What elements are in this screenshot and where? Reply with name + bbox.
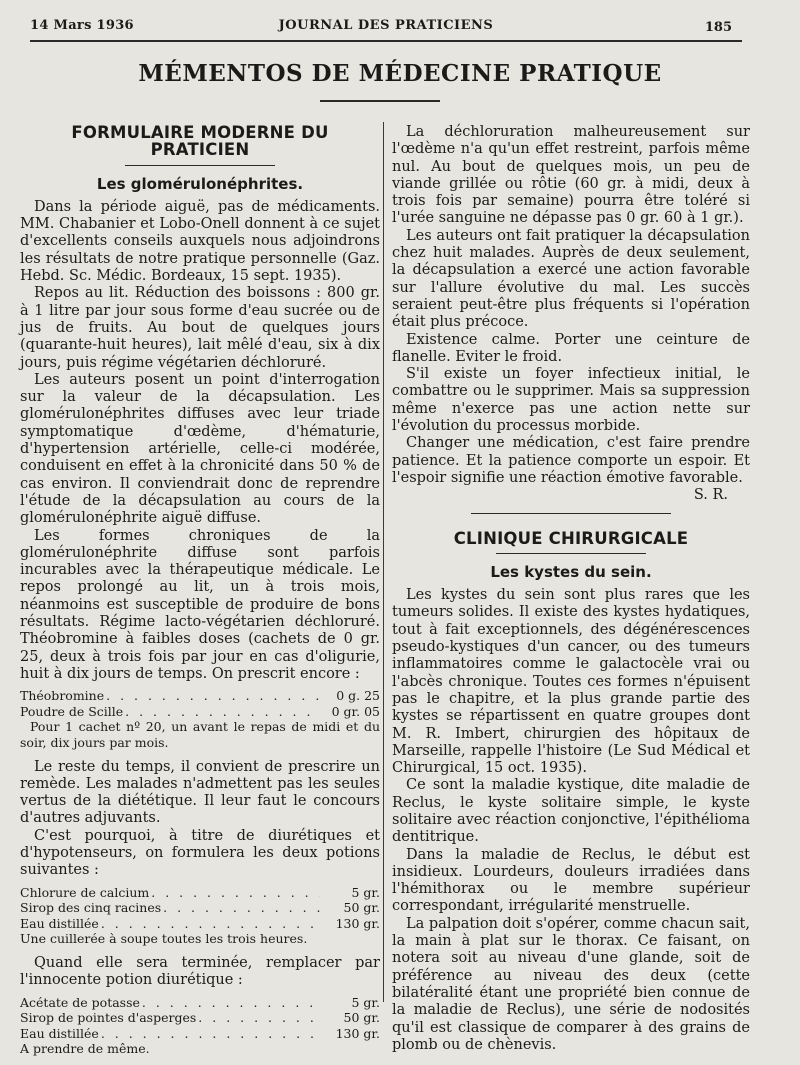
page-title: MÉMENTOS DE MÉDECINE PRATIQUE — [138, 60, 662, 87]
left-column — [20, 122, 380, 1065]
paragraph: C'est pourquoi, à titre de diurétiques et d'hypotenseurs, on formulera les deux potions suivantes : — [20, 827, 380, 879]
leader-dots — [149, 885, 320, 901]
column-divider — [383, 122, 384, 1002]
leader-dots — [161, 900, 320, 916]
right-column — [392, 124, 750, 1054]
paragraph: La palpation doit s'opérer, comme chacun sait, la main à plat sur le thorax. Ce faisant, on notera soit au niveau d'une glande, soit de préférence au niveau des deux (cette bilatéralité étant une propriété bien connue de la maladie de Reclus), une série de nodosités qu'il est classique de comparer à des grains de plomb ou de chènevis. — [392, 915, 750, 1053]
paragraph: Les auteurs posent un point d'interrogation sur la valeur de la décapsulation. Les glomérulonéphrites diffuses avec leur triade symptomatique d'œdème, d'hématurie, d'hypertension artérielle, celle-ci modérée, conduisent en effet à la chronicité dans 50 % de cas environ. Il conviendrait donc de reprendre l'étude de la décapsulation au cours de la glomérulonéphrite aiguë diffuse. — [20, 371, 380, 527]
prescription-line — [20, 1010, 380, 1026]
ingredient-name: Théobromine — [20, 688, 105, 704]
paragraph: Dans la maladie de Reclus, le début est insidieux. Lourdeurs, douleurs irradiées dans l'hémithorax ou le membre supérieur correspondant, irrégularité menstruelle. — [392, 846, 750, 915]
paragraph: Le reste du temps, il convient de prescrire un remède. Les malades n'admettent pas les seules vertus de la diététique. Il leur faut le concours d'autres adjuvants. — [20, 758, 380, 827]
paragraph: Les auteurs ont fait pratiquer la décapsulation chez huit malades. Auprès de deux seulement, la décapsulation a exercé une action favorable sur l'allure évolutive du mal. Les succès seraient peut-être plus fréquents si l'opération était plus précoce. — [392, 227, 750, 331]
paragraph: Les kystes du sein sont plus rares que les tumeurs solides. Il existe des kystes hydatiques, tout à fait exceptionnels, des dégénérescences pseudo-kystiques d'un cancer, ou des tumeurs inflammatoires comme le galactocèle vrai ou l'abcès chronique. Toutes ces formes n'épuisent pas le chapitre, et la plus grande partie des kystes se répartissent en quatre groupes dont M. R. Imbert, chirurgien des hôpitaux de Marseille, rappelle l'histoire (Le Sud Médical et Chirurgical, 15 oct. 1935). — [392, 587, 750, 777]
running-header — [30, 18, 742, 40]
section-rule — [496, 553, 646, 554]
ingredient-name: Sirop des cinq racines — [20, 900, 162, 916]
paragraph: Existence calme. Porter une ceinture de flanelle. Eviter le froid. — [392, 331, 750, 365]
prescription-line — [20, 1026, 380, 1042]
prescription-note: Pour 1 cachet nº 20, un avant le repas de midi et du soir, dix jours par mois. — [20, 719, 380, 750]
ingredient-dose: 50 gr. — [343, 900, 380, 916]
paragraph: Quand elle sera terminée, remplacer par l'innocente potion diurétique : — [20, 955, 380, 989]
ingredient-dose: 0 gr. 05 — [331, 703, 380, 719]
ingredient-name: Eau distillée — [20, 915, 99, 931]
ingredient-dose: 5 gr. — [351, 884, 380, 900]
ingredient-dose: 0 g. 25 — [336, 688, 380, 704]
ingredient-name: Poudre de Scille — [20, 703, 124, 719]
ingredient-name: Eau distillée — [20, 1025, 99, 1041]
prescription-line — [20, 688, 380, 704]
leader-dots — [140, 995, 320, 1011]
leader-dots — [99, 916, 320, 932]
prescription-line — [20, 995, 380, 1011]
paragraph: Changer une médication, c'est faire prendre patience. Et la patience comporte un espoir. Et l'espoir signifie une réaction émotive favorable. — [392, 435, 750, 486]
leader-dots — [99, 1026, 320, 1042]
section-heading-formulaire: FORMULAIRE MODERNE DU PRATICIEN — [71, 123, 329, 160]
ingredient-name: Sirop de pointes d'asperges — [20, 1010, 197, 1026]
paragraph: Repos au lit. Réduction des boissons : 800 gr. à 1 litre par jour sous forme d'eau sucrée ou de jus de fruits. Au bout de quelques jours (quarante-huit heures), lait mêlé d'eau, six à dix jours, puis régime végétarien déchloruré. — [20, 285, 380, 371]
prescription-block — [20, 885, 380, 947]
prescription-note: Une cuillerée à soupe toutes les trois heures. — [20, 931, 308, 947]
prescription-line — [20, 885, 380, 901]
prescription-line — [20, 916, 380, 932]
ingredient-dose: 130 gr. — [335, 1025, 380, 1041]
article-subtitle: Les glomérulonéphrites. — [96, 174, 304, 193]
header-page-number: 185 — [704, 20, 732, 35]
ingredient-name: Chlorure de calcium — [20, 884, 150, 900]
leader-dots — [196, 1010, 320, 1026]
paragraph: Les formes chroniques de la glomérulonéphrite diffuse sont parfois incurables avec la thérapeutique médicale. Le repos prolongé au lit, un à trois mois, néanmoins est susceptible de produire de bons résultats. Régime lacto-végétarien déchloruré. Théobromine à faibles doses (cachets de 0 gr. 25, deux à trois fois par jour en cas d'oligurie, huit à dix jours de temps. On prescrit encore : — [20, 527, 380, 682]
header-rule — [30, 40, 742, 42]
header-date: 14 Mars 1936 — [30, 18, 134, 33]
ingredient-dose: 130 gr. — [335, 915, 380, 931]
leader-dots — [104, 688, 320, 704]
author-signature: S. R. — [693, 487, 728, 504]
article-subtitle: Les kystes du sein. — [490, 562, 652, 581]
header-journal-title: JOURNAL DES PRATICIENS — [278, 18, 494, 33]
leader-dots — [123, 704, 320, 720]
paragraph: Dans la période aiguë, pas de médicaments. MM. Chabanier et Lobo-Onell donnent à ce sujet d'excellents conseils auxquels nous adjoindrons les résultats de notre pratique personnelle (Gaz. Hebd. Sc. Médic. Bordeaux, 15 sept. 1935). — [20, 198, 380, 285]
prescription-line — [20, 704, 380, 720]
paragraph: La déchloruration malheureusement sur l'œdème n'a qu'un effet restreint, parfois même nul. Au bout de quelques mois, un peu de viande grillée ou rôtie (60 gr. à midi, deux à trois fois par semaine) pourra être toléré si l'urée sanguine ne dépasse pas 0 gr. 60 à 1 gr.). — [392, 124, 750, 227]
section-rule — [125, 165, 275, 166]
prescription-block — [20, 995, 380, 1057]
ingredient-name: Acétate de potasse — [20, 994, 140, 1010]
ingredient-dose: 50 gr. — [343, 1010, 380, 1026]
paragraph: Ce sont la maladie kystique, dite maladie de Reclus, le kyste solitaire simple, le kyste solitaire avec réaction conjonctive, l'épithélioma dentitrique. — [392, 777, 750, 846]
title-rule — [320, 100, 440, 102]
section-separator-rule — [471, 513, 671, 514]
prescription-note: A prendre de même. — [20, 1041, 150, 1057]
prescription-block — [20, 688, 380, 750]
paragraph: S'il existe un foyer infectieux initial, le combattre ou le supprimer. Mais sa suppression même n'exerce pas une action nette sur l'évolution du processus morbide. — [392, 366, 750, 435]
ingredient-dose: 5 gr. — [351, 994, 380, 1010]
section-heading-clinique: CLINIQUE CHIRURGICALE — [453, 528, 689, 548]
prescription-line — [20, 900, 380, 916]
